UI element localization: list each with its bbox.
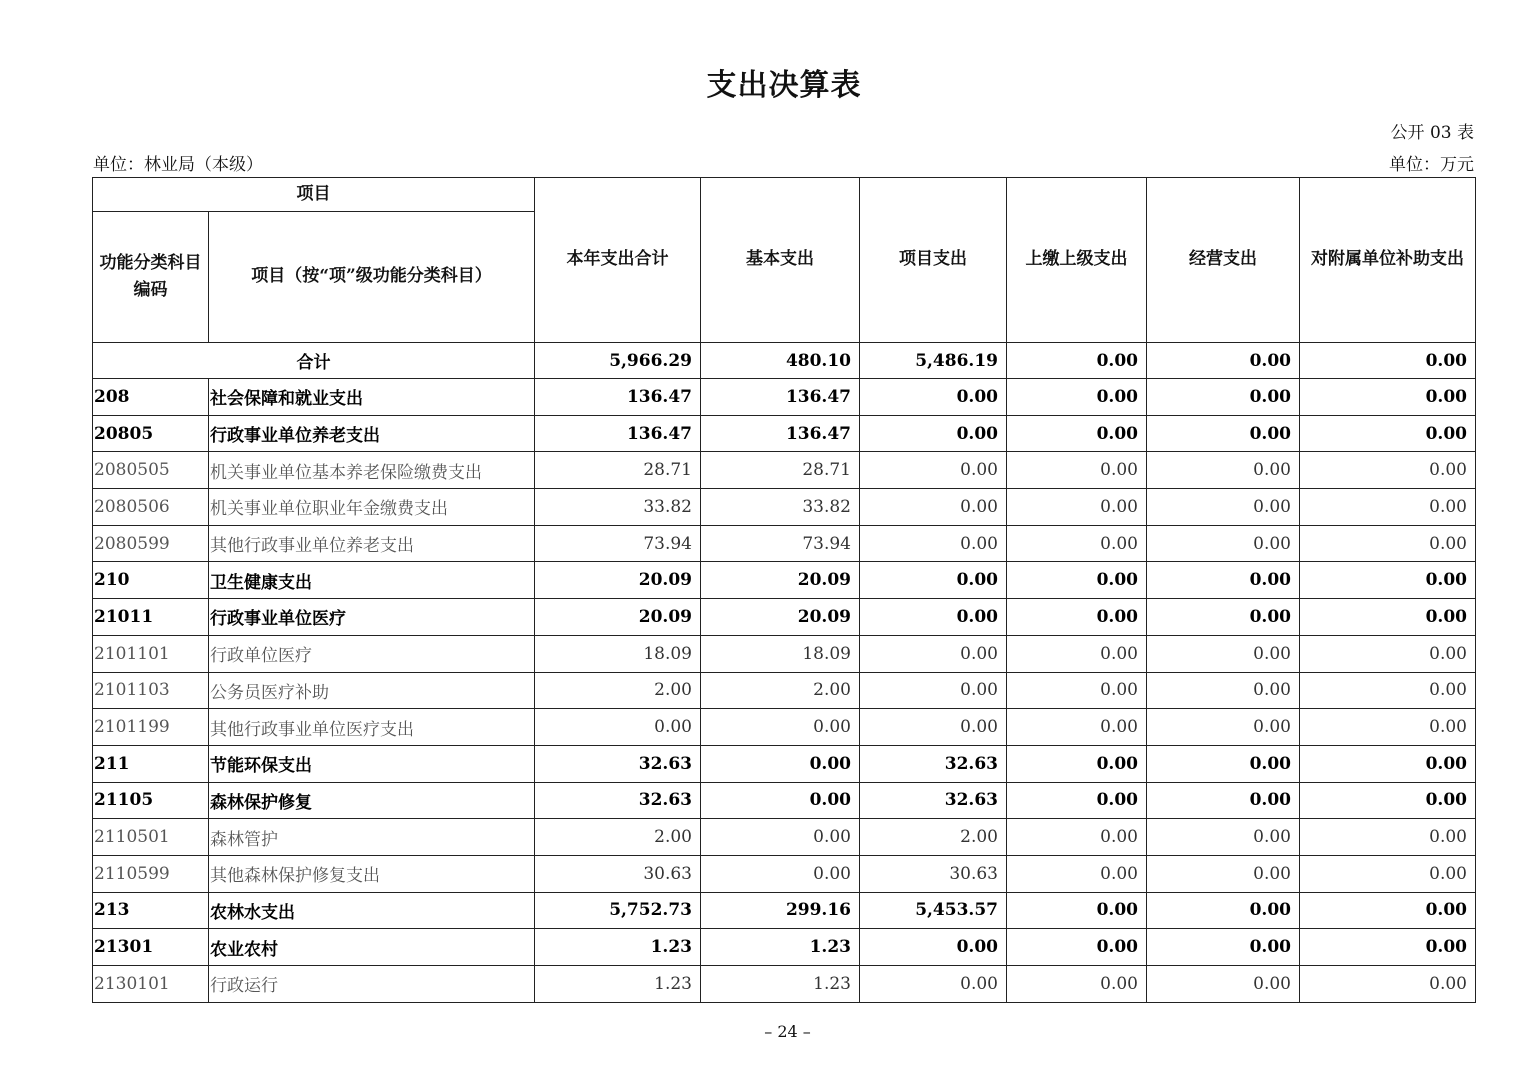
row-name: 其他森林保护修复支出 — [209, 855, 535, 892]
row-value: 5,752.73 — [535, 892, 701, 929]
row-value: 33.82 — [701, 489, 860, 526]
row-value: 30.63 — [535, 855, 701, 892]
table-row — [93, 819, 1476, 856]
row-value: 0.00 — [1300, 929, 1476, 966]
row-code: 2080599 — [93, 525, 209, 562]
total-value: 0.00 — [1300, 343, 1476, 379]
total-value: 5,966.29 — [535, 343, 701, 379]
row-value: 20.09 — [701, 599, 860, 636]
row-value: 73.94 — [535, 525, 701, 562]
document-title: 支出决算表 — [706, 68, 862, 103]
row-code: 21105 — [93, 782, 209, 819]
row-value: 2.00 — [535, 819, 701, 856]
row-value: 0.00 — [701, 709, 860, 746]
table-row — [93, 782, 1476, 819]
total-value: 0.00 — [1007, 343, 1147, 379]
form-number: 公开 03 表 — [1390, 123, 1474, 143]
row-value: 20.09 — [701, 562, 860, 599]
row-code: 2101101 — [93, 635, 209, 672]
row-name: 其他行政事业单位养老支出 — [209, 525, 535, 562]
header-subsidy: 对附属单位补助支出 — [1300, 178, 1476, 343]
table-row — [93, 745, 1476, 782]
row-value: 2.00 — [535, 672, 701, 709]
row-value: 0.00 — [860, 452, 1007, 489]
row-value: 20.09 — [535, 599, 701, 636]
row-code: 21301 — [93, 929, 209, 966]
table-row — [93, 966, 1476, 1003]
row-value: 0.00 — [1147, 929, 1300, 966]
row-value: 0.00 — [1147, 599, 1300, 636]
row-value: 0.00 — [1007, 635, 1147, 672]
header-project-expense: 项目支出 — [860, 178, 1007, 343]
row-code: 2130101 — [93, 966, 209, 1003]
row-value: 28.71 — [535, 452, 701, 489]
table-row — [93, 892, 1476, 929]
row-value: 0.00 — [1147, 745, 1300, 782]
row-value: 0.00 — [1007, 599, 1147, 636]
table-row — [93, 635, 1476, 672]
row-value: 0.00 — [1147, 635, 1300, 672]
row-value: 0.00 — [1300, 562, 1476, 599]
row-value: 0.00 — [860, 966, 1007, 1003]
row-value: 1.23 — [535, 929, 701, 966]
row-value: 136.47 — [701, 379, 860, 416]
row-value: 18.09 — [535, 635, 701, 672]
row-code: 2080505 — [93, 452, 209, 489]
row-value: 0.00 — [1007, 452, 1147, 489]
header-upper-level: 上缴上级支出 — [1007, 178, 1147, 343]
total-row — [93, 343, 1476, 379]
table-row — [93, 525, 1476, 562]
row-code: 213 — [93, 892, 209, 929]
row-value: 0.00 — [1300, 525, 1476, 562]
row-name: 卫生健康支出 — [209, 562, 535, 599]
table-row — [93, 672, 1476, 709]
row-value: 20.09 — [535, 562, 701, 599]
row-value: 0.00 — [1300, 819, 1476, 856]
row-name: 机关事业单位职业年金缴费支出 — [209, 489, 535, 526]
row-value: 18.09 — [701, 635, 860, 672]
table-row — [93, 562, 1476, 599]
row-code: 2080506 — [93, 489, 209, 526]
row-value: 0.00 — [1147, 562, 1300, 599]
row-value: 2.00 — [701, 672, 860, 709]
expenditure-table — [92, 177, 1476, 1003]
row-name: 农林水支出 — [209, 892, 535, 929]
row-code: 2110599 — [93, 855, 209, 892]
row-name: 行政事业单位养老支出 — [209, 415, 535, 452]
row-name: 农业农村 — [209, 929, 535, 966]
row-code: 210 — [93, 562, 209, 599]
row-value: 1.23 — [701, 929, 860, 966]
header-project: 项目 — [93, 178, 535, 212]
row-name: 机关事业单位基本养老保险缴费支出 — [209, 452, 535, 489]
currency-unit: 单位：万元 — [1389, 155, 1474, 175]
row-value: 32.63 — [535, 782, 701, 819]
row-value: 0.00 — [1147, 672, 1300, 709]
row-value: 0.00 — [701, 745, 860, 782]
row-value: 0.00 — [860, 489, 1007, 526]
row-code: 20805 — [93, 415, 209, 452]
table-row — [93, 489, 1476, 526]
row-name: 行政单位医疗 — [209, 635, 535, 672]
row-value: 0.00 — [1147, 966, 1300, 1003]
row-value: 0.00 — [1300, 599, 1476, 636]
table-row — [93, 709, 1476, 746]
row-value: 136.47 — [701, 415, 860, 452]
row-code: 2110501 — [93, 819, 209, 856]
row-value: 0.00 — [1300, 782, 1476, 819]
row-value: 0.00 — [1007, 562, 1147, 599]
row-code: 2101103 — [93, 672, 209, 709]
row-value: 0.00 — [1007, 672, 1147, 709]
row-value: 0.00 — [1300, 489, 1476, 526]
row-value: 0.00 — [1007, 819, 1147, 856]
row-code: 2101199 — [93, 709, 209, 746]
header-total: 本年支出合计 — [535, 178, 701, 343]
row-value: 1.23 — [535, 966, 701, 1003]
row-name: 节能环保支出 — [209, 745, 535, 782]
row-value: 0.00 — [1147, 525, 1300, 562]
row-value: 0.00 — [860, 562, 1007, 599]
row-value: 0.00 — [1300, 709, 1476, 746]
row-value: 0.00 — [1300, 855, 1476, 892]
row-value: 0.00 — [860, 672, 1007, 709]
row-value: 0.00 — [860, 599, 1007, 636]
row-value: 0.00 — [1300, 745, 1476, 782]
row-code: 211 — [93, 745, 209, 782]
row-value: 0.00 — [701, 855, 860, 892]
row-value: 0.00 — [535, 709, 701, 746]
total-value: 5,486.19 — [860, 343, 1007, 379]
row-name: 社会保障和就业支出 — [209, 379, 535, 416]
row-value: 0.00 — [1300, 672, 1476, 709]
organization-unit: 单位：林业局（本级） — [93, 155, 263, 175]
row-value: 0.00 — [1147, 782, 1300, 819]
row-value: 0.00 — [1300, 379, 1476, 416]
row-value: 0.00 — [1007, 745, 1147, 782]
row-value: 32.63 — [860, 745, 1007, 782]
row-value: 5,453.57 — [860, 892, 1007, 929]
row-value: 0.00 — [1147, 709, 1300, 746]
row-value: 0.00 — [1007, 855, 1147, 892]
row-value: 0.00 — [860, 929, 1007, 966]
row-value: 1.23 — [701, 966, 860, 1003]
header-name: 项目（按“项”级功能分类科目） — [209, 212, 535, 343]
header-basic: 基本支出 — [701, 178, 860, 343]
total-value: 480.10 — [701, 343, 860, 379]
row-value: 0.00 — [1007, 709, 1147, 746]
row-value: 0.00 — [1300, 966, 1476, 1003]
row-value: 0.00 — [1007, 415, 1147, 452]
row-value: 28.71 — [701, 452, 860, 489]
header-code: 功能分类科目编码 — [93, 212, 209, 343]
total-value: 0.00 — [1147, 343, 1300, 379]
row-value: 299.16 — [701, 892, 860, 929]
row-name: 公务员医疗补助 — [209, 672, 535, 709]
row-code: 21011 — [93, 599, 209, 636]
row-value: 0.00 — [1147, 819, 1300, 856]
row-name: 行政事业单位医疗 — [209, 599, 535, 636]
row-value: 2.00 — [860, 819, 1007, 856]
row-name: 森林保护修复 — [209, 782, 535, 819]
table-row — [93, 929, 1476, 966]
table-body — [93, 343, 1476, 1003]
table-row — [93, 415, 1476, 452]
row-value: 0.00 — [1007, 782, 1147, 819]
row-value: 0.00 — [860, 709, 1007, 746]
row-value: 0.00 — [1007, 929, 1147, 966]
table-row — [93, 379, 1476, 416]
row-value: 32.63 — [860, 782, 1007, 819]
row-value: 0.00 — [1007, 892, 1147, 929]
row-value: 0.00 — [860, 635, 1007, 672]
row-value: 0.00 — [1300, 892, 1476, 929]
row-value: 73.94 — [701, 525, 860, 562]
row-name: 森林管护 — [209, 819, 535, 856]
row-value: 0.00 — [1147, 415, 1300, 452]
row-value: 0.00 — [1007, 966, 1147, 1003]
row-value: 30.63 — [860, 855, 1007, 892]
header-business: 经营支出 — [1147, 178, 1300, 343]
row-value: 0.00 — [860, 415, 1007, 452]
row-name: 其他行政事业单位医疗支出 — [209, 709, 535, 746]
row-value: 0.00 — [1147, 489, 1300, 526]
row-name: 行政运行 — [209, 966, 535, 1003]
page-number: – 24 – — [764, 1022, 811, 1041]
row-value: 0.00 — [1300, 452, 1476, 489]
table-row — [93, 599, 1476, 636]
row-value: 0.00 — [1300, 635, 1476, 672]
row-value: 0.00 — [1007, 525, 1147, 562]
total-label: 合计 — [93, 343, 535, 379]
row-value: 0.00 — [860, 379, 1007, 416]
row-value: 0.00 — [1300, 415, 1476, 452]
row-value: 0.00 — [701, 819, 860, 856]
row-value: 136.47 — [535, 379, 701, 416]
row-code: 208 — [93, 379, 209, 416]
row-value: 0.00 — [1147, 855, 1300, 892]
row-value: 0.00 — [1147, 892, 1300, 929]
row-value: 136.47 — [535, 415, 701, 452]
row-value: 0.00 — [701, 782, 860, 819]
row-value: 0.00 — [1007, 379, 1147, 416]
row-value: 0.00 — [1007, 489, 1147, 526]
row-value: 33.82 — [535, 489, 701, 526]
table-row — [93, 452, 1476, 489]
row-value: 0.00 — [860, 525, 1007, 562]
table-row — [93, 855, 1476, 892]
row-value: 0.00 — [1147, 452, 1300, 489]
row-value: 0.00 — [1147, 379, 1300, 416]
row-value: 32.63 — [535, 745, 701, 782]
